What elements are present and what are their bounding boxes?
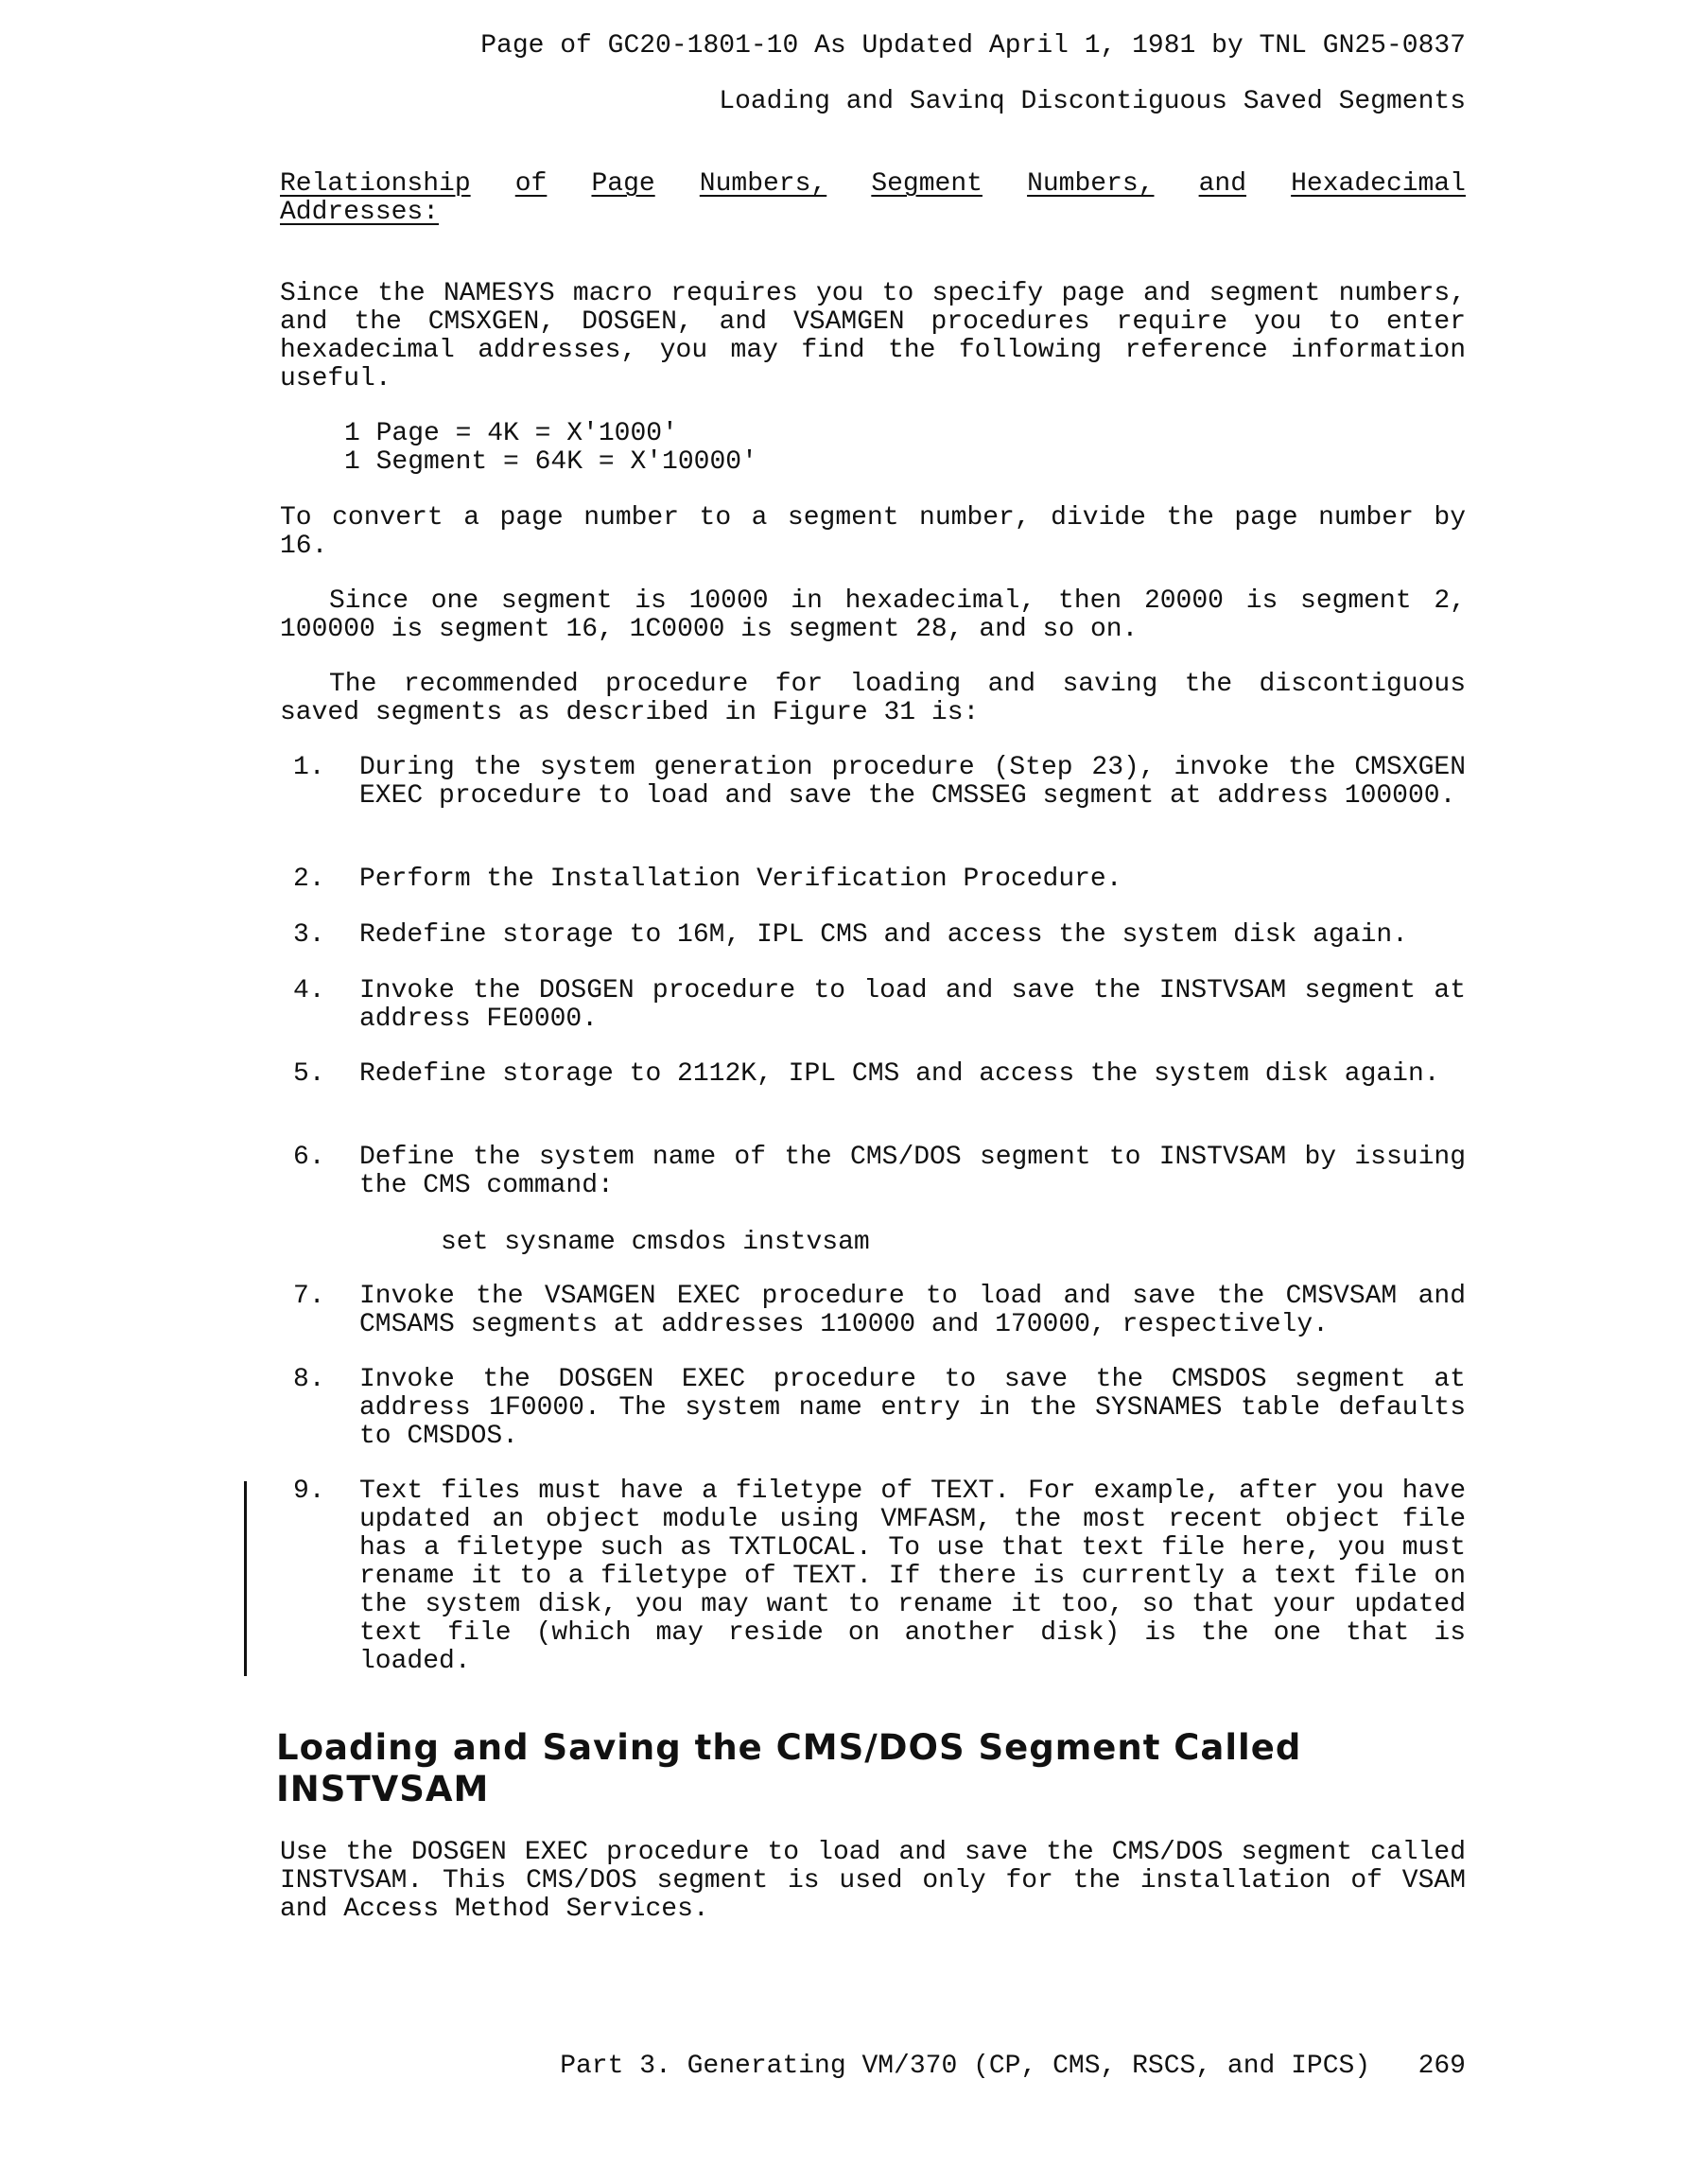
list-item-text: During the system generation procedure (Step 23), invoke the CMSXGEN EXEC procedure to load and save the CMSSEG segment at address 100000. (359, 753, 1466, 811)
list-item-text: Text files must have a filetype of TEXT. For example, after you have updated an object module using VMFASM, the most recent object file has a filetype such as TXTLOCAL. To use that text file here, you must rename it to a filetype of TEXT. If there is currently a text file on the system disk, you may want to rename it too, so that your updated text file (which may reside on another disk) is the one that is loaded. (359, 1476, 1466, 1676)
list-item-number: 6. (293, 1143, 325, 1172)
heading-word: Hexadecimal (1291, 169, 1466, 199)
since-paragraph: Since one segment is 10000 in hexadecimal, then 20000 is segment 2, 100000 is segment 16, 1C0000 is segment 28, and so on. (280, 586, 1466, 644)
list-item (280, 921, 1466, 950)
heading-word: and (1198, 169, 1247, 199)
list-item-text: Redefine storage to 2112K, IPL CMS and access the system disk again. (359, 1059, 1440, 1089)
command-example: set sysname cmsdos instvsam (441, 1228, 870, 1257)
heading-word: Page (591, 169, 655, 199)
intro-paragraph: Since the NAMESYS macro requires you to specify page and segment numbers, and the CMSXGEN, DOSGEN, and VSAMGEN procedures require you to enter hexadecimal addresses, you may find the following reference information useful. (280, 279, 1466, 393)
list-item-number: 8. (293, 1365, 325, 1394)
section-paragraph: Use the DOSGEN EXEC procedure to load and save the CMS/DOS segment called INSTVSAM. This CMS/DOS segment is used only for the installation of VSAM and Access Method Services. (280, 1838, 1466, 1924)
page-footer (560, 2053, 1466, 2081)
running-header-section-title: Loading and Savinq Discontiguous Saved Segments (719, 87, 1466, 116)
list-item (280, 1144, 1466, 1257)
heading-word: Numbers, (699, 169, 827, 199)
revision-bar (244, 1481, 247, 1676)
code-line-page: 1 Page = 4K = X'1000' (344, 419, 678, 448)
section-heading: Loading and Saving the CMS/DOS Segment Called INSTVSAM (276, 1727, 1302, 1809)
list-item-text: Perform the Installation Verification Procedure. (359, 865, 1122, 894)
list-item (280, 977, 1466, 1034)
list-item-text: Define the system name of the CMS/DOS segment to INSTVSAM by issuing the CMS command: (359, 1143, 1466, 1200)
list-item (280, 754, 1466, 811)
list-item (280, 1060, 1466, 1089)
list-item-number: 4. (293, 976, 325, 1005)
heading-word: Segment (871, 169, 983, 199)
heading-word: Relationship (280, 169, 471, 199)
list-item-number: 3. (293, 920, 325, 950)
code-line-segment: 1 Segment = 64K = X'10000' (344, 447, 757, 477)
list-item-number: 9. (293, 1476, 325, 1506)
footer-text: Part 3. Generating VM/370 (CP, CMS, RSCS, and IPCS) (560, 2052, 1371, 2081)
list-item-text: Invoke the DOSGEN procedure to load and save the INSTVSAM segment at address FE0000. (359, 976, 1466, 1034)
recommended-paragraph: The recommended procedure for loading and saving the discontiguous saved segments as described in Figure 31 is: (280, 670, 1466, 727)
list-item (280, 1366, 1466, 1451)
heading-word: Addresses: (280, 198, 440, 227)
page-number: 269 (1417, 2052, 1466, 2081)
heading-word: Numbers, (1027, 169, 1155, 199)
list-item-text: Redefine storage to 16M, IPL CMS and access the system disk again. (359, 920, 1408, 950)
list-item (280, 1283, 1466, 1339)
running-header-update-line: Page of GC20-1801-10 As Updated April 1, 1981 by TNL GN25-0837 (480, 31, 1466, 61)
list-item (280, 865, 1466, 894)
list-item-number: 2. (293, 865, 325, 894)
convert-paragraph: To convert a page number to a segment number, divide the page number by 16. (280, 503, 1466, 561)
list-item-text: Invoke the VSAMGEN EXEC procedure to load and save the CMSVSAM and CMSAMS segments at addresses 110000 and 170000, respectively. (359, 1282, 1466, 1339)
relationship-heading (280, 170, 1466, 227)
heading-word: of (514, 169, 548, 199)
list-item-number: 5. (293, 1059, 325, 1089)
list-item-number: 7. (293, 1282, 325, 1311)
list-item-number: 1. (293, 753, 325, 782)
list-item-text: Invoke the DOSGEN EXEC procedure to save the CMSDOS segment at address 1F0000. The system name entry in the SYSNAMES table defaults to CMSDOS. (359, 1365, 1466, 1451)
list-item (280, 1477, 1466, 1676)
